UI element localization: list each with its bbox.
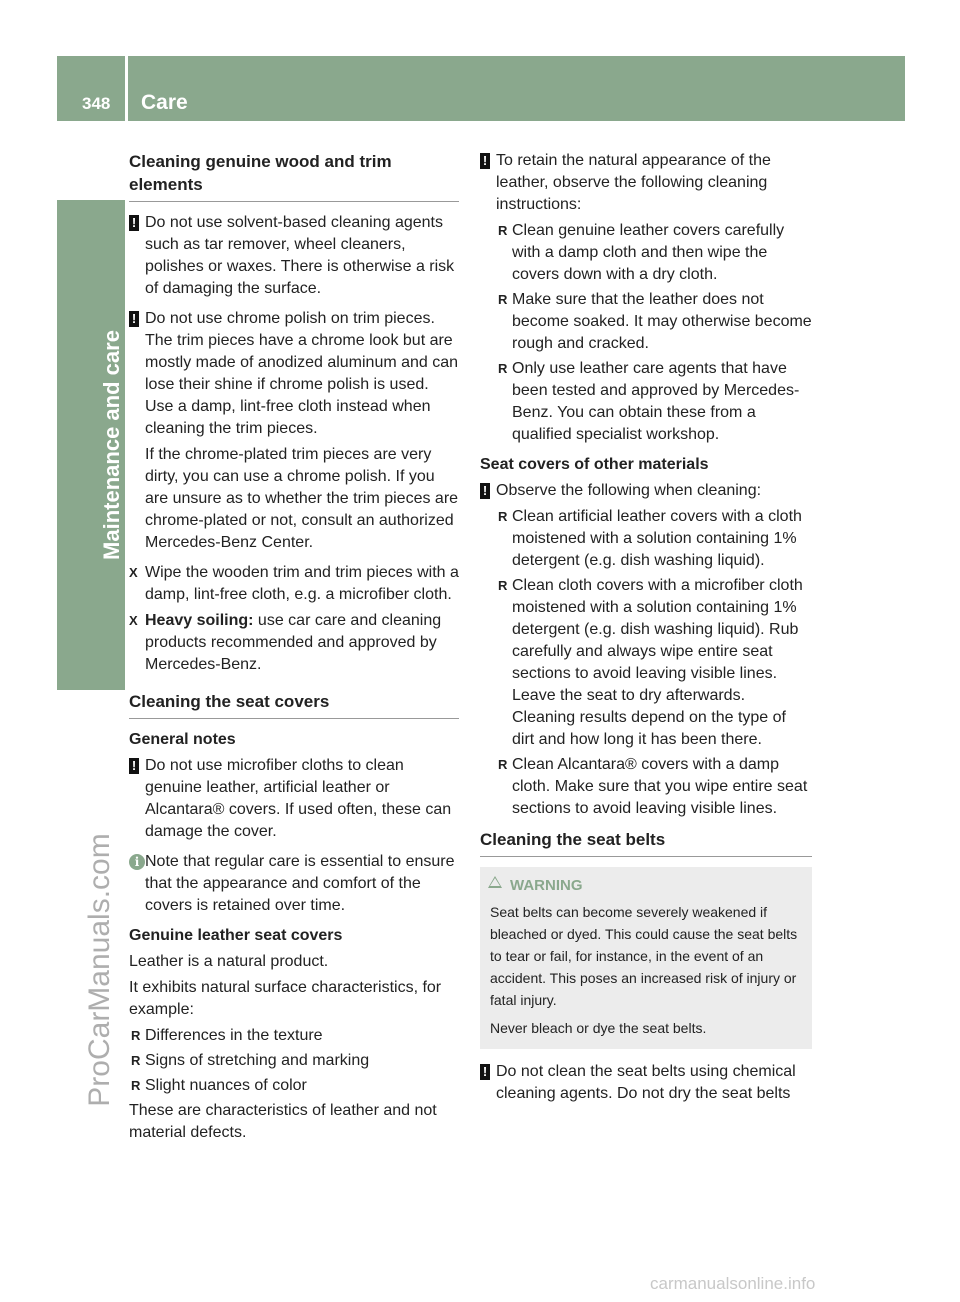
left-column [129,150,459,1148]
heading-wood: Cleaning genuine wood and trim elements [129,150,459,202]
note-text: Do not use chrome polish on trim pieces. The trim pieces have a chrome look but are mostly made of anodized aluminum and can lose their shine if chrome polish is used. Use a damp, lint-free cloth instead when cleaning the trim pieces. [145,310,459,437]
note-seat-belts [480,1061,812,1105]
step-marker-icon: X [129,613,138,628]
page-number: 348 [82,94,111,113]
warning-text: Seat belts can become severely weakened if bleached or dyed. This could cause the seat belts to tear or fail, for instance, in the event of an accident. This poses an increased risk of injury or fatal injury. [490,904,798,1008]
bullet-icon: R [498,292,508,307]
heading-seat-covers: Cleaning the seat covers [129,690,459,719]
side-tab-label: Maintenance and care [99,330,124,560]
exclamation-icon: ! [480,1064,490,1080]
right-column [480,150,812,1113]
note-text: To retain the natural appearance of the leather, observe the following cleaning instructions: [496,152,771,213]
exclamation-icon: ! [129,758,139,774]
warning-triangle-icon [488,876,502,888]
bullet-icon: R [498,578,508,593]
list-item: R Make sure that the leather does not become soaked. It may otherwise become rough and cracked. [498,291,812,352]
warning-box [480,867,812,1049]
note-chrome [129,308,459,554]
note-other-materials [480,480,812,820]
header-separator [125,56,128,121]
list-item: R Clean artificial leather covers with a cloth moistened with a solution containing 1% detergent (e.g. dish washing liquid). [498,508,802,569]
bullet-icon: R [498,757,508,772]
bullet-icon: R [131,1078,141,1093]
step-text: use car care and cleaning products recommended and approved by Mercedes-Benz. [145,612,442,673]
heading-leather-covers: Genuine leather seat covers [129,927,343,944]
bullet-icon: R [131,1053,141,1068]
step-marker-icon: X [129,565,138,580]
step-label: Heavy soiling: [145,612,254,629]
list-item: R Signs of stretching and marking [129,1050,459,1072]
heading-seat-belts: Cleaning the seat belts [480,828,812,857]
note-text: Do not use microfiber cloths to clean genuine leather, artificial leather or Alcantara® covers. If used often, these can damage the cover. [145,757,452,840]
exclamation-icon: ! [129,311,139,327]
step-heavy-soiling [129,610,459,676]
paragraph: These are characteristics of leather and not material defects. [129,1102,437,1141]
paragraph: Leather is a natural product. [129,953,329,970]
note-leather-appearance [480,150,812,446]
section-title: Care [141,91,188,114]
info-regular-care [129,851,459,917]
note-text-cont: If the chrome-plated trim pieces are very dirty, you can use a chrome polish. If you are unsure as to whether the trim pieces are chrome-plated or not, consult an authorized Mercedes-Benz Center. [145,446,459,551]
warning-title: WARNING [490,875,802,897]
list-item: R Slight nuances of color [129,1075,459,1097]
step-wipe [129,562,459,606]
info-text: Note that regular care is essential to ensure that the appearance and comfort of the covers is retained over time. [145,853,455,914]
info-icon: i [129,854,145,870]
watermark-footer: carmanualsonline.info [650,1274,816,1293]
exclamation-icon: ! [480,153,490,169]
warning-text: Never bleach or dye the seat belts. [490,1020,707,1036]
exclamation-icon: ! [129,215,139,231]
exclamation-icon: ! [480,483,490,499]
watermark-side: ProCarManuals.com [83,833,116,1107]
paragraph: It exhibits natural surface characteristics, for example: [129,979,442,1018]
bullet-icon: R [498,509,508,524]
note-solvent [129,212,459,300]
bullet-icon: R [498,223,508,238]
heading-general-notes: General notes [129,731,236,748]
heading-other-materials: Seat covers of other materials [480,456,709,473]
note-text: Do not use solvent-based cleaning agents such as tar remover, wheel cleaners, polishes or waxes. There is otherwise a risk of damaging the surface. [145,214,455,297]
list-item: R Clean Alcantara® covers with a damp cloth. Make sure that you wipe entire seat sections to avoid leaving visible lines. [498,756,808,817]
list-item: R Clean genuine leather covers carefully with a damp cloth and then wipe the covers down with a dry cloth. [498,222,785,283]
list-item: R Only use leather care agents that have been tested and approved by Mercedes-Benz. You can obtain these from a qualified specialist workshop. [498,360,800,443]
list-item: R Differences in the texture [129,1025,459,1047]
bullet-icon: R [131,1028,141,1043]
note-microfiber [129,755,459,843]
step-text: Wipe the wooden trim and trim pieces with a damp, lint-free cloth, e.g. a microfiber cloth. [145,564,459,603]
note-text: Observe the following when cleaning: [496,482,762,499]
bullet-icon: R [498,361,508,376]
note-text: Do not clean the seat belts using chemical cleaning agents. Do not dry the seat belts [496,1063,796,1102]
list-item: R Clean cloth covers with a microfiber cloth moistened with a solution containing 1% detergent (e.g. dish washing liquid). Rub carefully and always wipe entire seat sections to avoid leaving visible lines. Leave the seat to dry afterwards. Cleaning results depend on the type of dirt and how long it has been there. [498,577,803,748]
